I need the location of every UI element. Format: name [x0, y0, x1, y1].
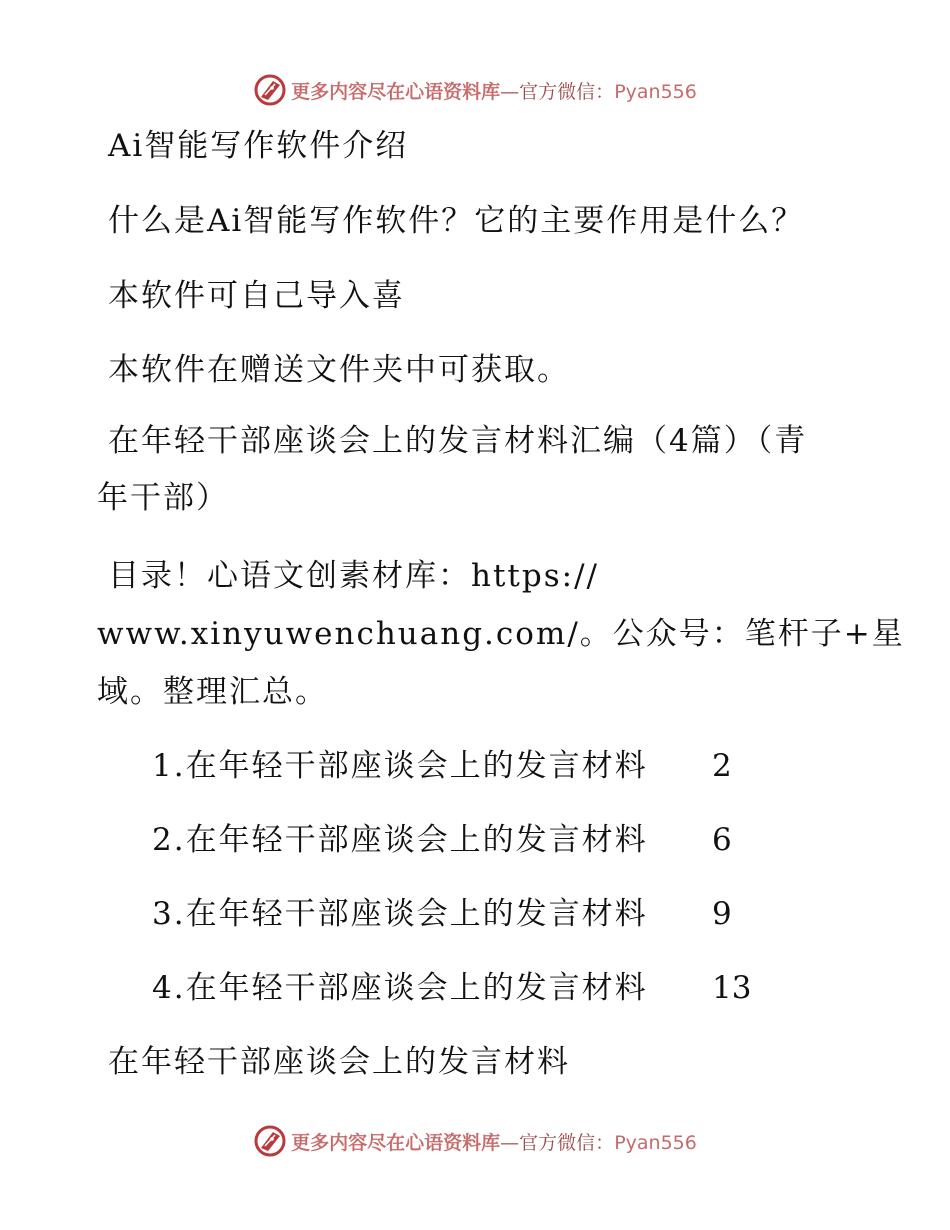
section-heading: 在年轻干部座谈会上的发言材料 — [108, 1044, 570, 1080]
toc-item-3-page: 9 — [712, 896, 732, 932]
toc-item-1-label[interactable]: 1.在年轻干部座谈会上的发言材料 — [152, 748, 648, 784]
toc-item-1-page: 2 — [712, 748, 732, 784]
banner-wechat-label: 官方微信： — [519, 80, 615, 103]
intro-line-1: Ai智能写作软件介绍 — [108, 128, 409, 164]
banner-text — [291, 1128, 697, 1155]
banner-text — [291, 77, 697, 104]
toc-item-4-page: 13 — [712, 970, 752, 1006]
intro-line-4: 本软件在赠送文件夹中可获取。 — [108, 352, 570, 388]
pen-nib-circle-icon — [253, 1124, 287, 1158]
document-title-line-2: 年干部） — [97, 480, 229, 516]
banner-wechat-id: Pyan556 — [614, 80, 697, 103]
banner-dash: — — [500, 80, 520, 103]
intro-line-3: 本软件可自己导入喜 — [108, 278, 405, 314]
banner-main-text: 更多内容尽在心语资料库 — [291, 1131, 501, 1154]
banner-wechat-id: Pyan556 — [614, 1131, 697, 1154]
toc-item-2-label[interactable]: 2.在年轻干部座谈会上的发言材料 — [152, 822, 648, 858]
banner-main-text: 更多内容尽在心语资料库 — [291, 80, 501, 103]
toc-item-3-label[interactable]: 3.在年轻干部座谈会上的发言材料 — [152, 896, 648, 932]
pen-nib-circle-icon — [253, 73, 287, 107]
banner-wechat-label: 官方微信： — [519, 1131, 615, 1154]
toc-item-2-page: 6 — [712, 822, 732, 858]
toc-intro-line-3: 域。整理汇总。 — [97, 674, 328, 710]
toc-intro-line-1: 目录！心语文创素材库：https:// — [108, 558, 599, 594]
document-title-line-1: 在年轻干部座谈会上的发言材料汇编（4篇）（青 — [108, 423, 808, 459]
footer-watermark-banner — [0, 1119, 950, 1163]
intro-line-2: 什么是Ai智能写作软件？它的主要作用是什么？ — [108, 203, 805, 239]
banner-dash: — — [500, 1131, 520, 1154]
header-watermark-banner — [0, 68, 950, 112]
toc-intro-line-2: www.xinyuwenchuang.com/。公众号：笔杆子+星 — [97, 616, 905, 652]
toc-item-4-label[interactable]: 4.在年轻干部座谈会上的发言材料 — [152, 970, 648, 1006]
